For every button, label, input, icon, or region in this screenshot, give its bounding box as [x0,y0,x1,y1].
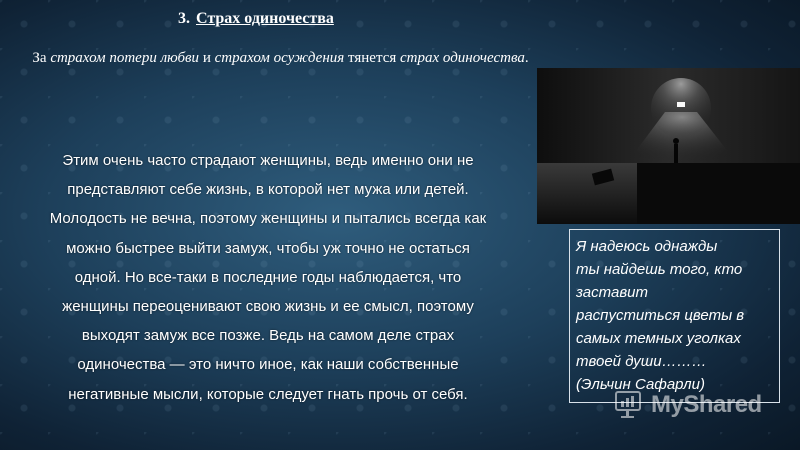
intro-italic: страхом осуждения [214,50,345,66]
quote-line: Я надеюсь однажды [576,238,718,255]
intro-text: и [199,50,215,66]
intro-italic: страхом потери любви [50,50,200,66]
body-line: можно быстрее выйти замуж, чтобы уж точно не остаться [66,239,470,257]
quote-line: твоей души……… [576,353,707,370]
intro-paragraph [8,44,553,73]
quote-line: заставит [576,284,648,301]
myshared-watermark [613,388,762,422]
body-line: Этим очень часто страдают женщины, ведь именно они не [62,152,474,169]
body-line: Молодость не вечна, поэтому женщины и пытались всегда как [49,210,487,228]
quote-line: ты найдешь того, кто [576,261,743,278]
quote-line: распуститься цветы в [576,307,745,324]
quote-author: (Эльчин Сафарли) [576,376,705,393]
quote-line: самых темных уголках [576,330,741,347]
body-line: одной. Но все-таки в последние годы наблюдается, что [74,268,462,286]
slide-heading [178,10,334,28]
body-line: женщины переоценивают свою жизнь и ее смысл, поэтому [62,298,474,316]
body-line: выходят замуж все позже. Ведь на самом деле страх [81,327,455,345]
body-line: негативные мысли, которые следует гнать прочь от себя. [68,385,468,403]
intro-text: тянется [344,50,401,66]
watermark-text: MyShared [651,391,762,418]
intro-text: . [524,50,529,66]
body-line: одиночества — это ничто иное, как наши собственные [77,356,459,374]
dark-room-photo [537,68,800,224]
heading-title: Страх одиночества [196,10,334,27]
myshared-logo-icon [613,388,647,422]
intro-text: За [32,50,51,66]
heading-number: 3. [178,10,190,27]
quote-box [569,229,780,403]
body-line: представляют себе жизнь, в которой нет мужа или детей. [67,181,469,199]
dark-room-illustration [537,68,800,224]
intro-italic: страх одиночества [400,50,525,66]
body-paragraph [8,146,528,409]
